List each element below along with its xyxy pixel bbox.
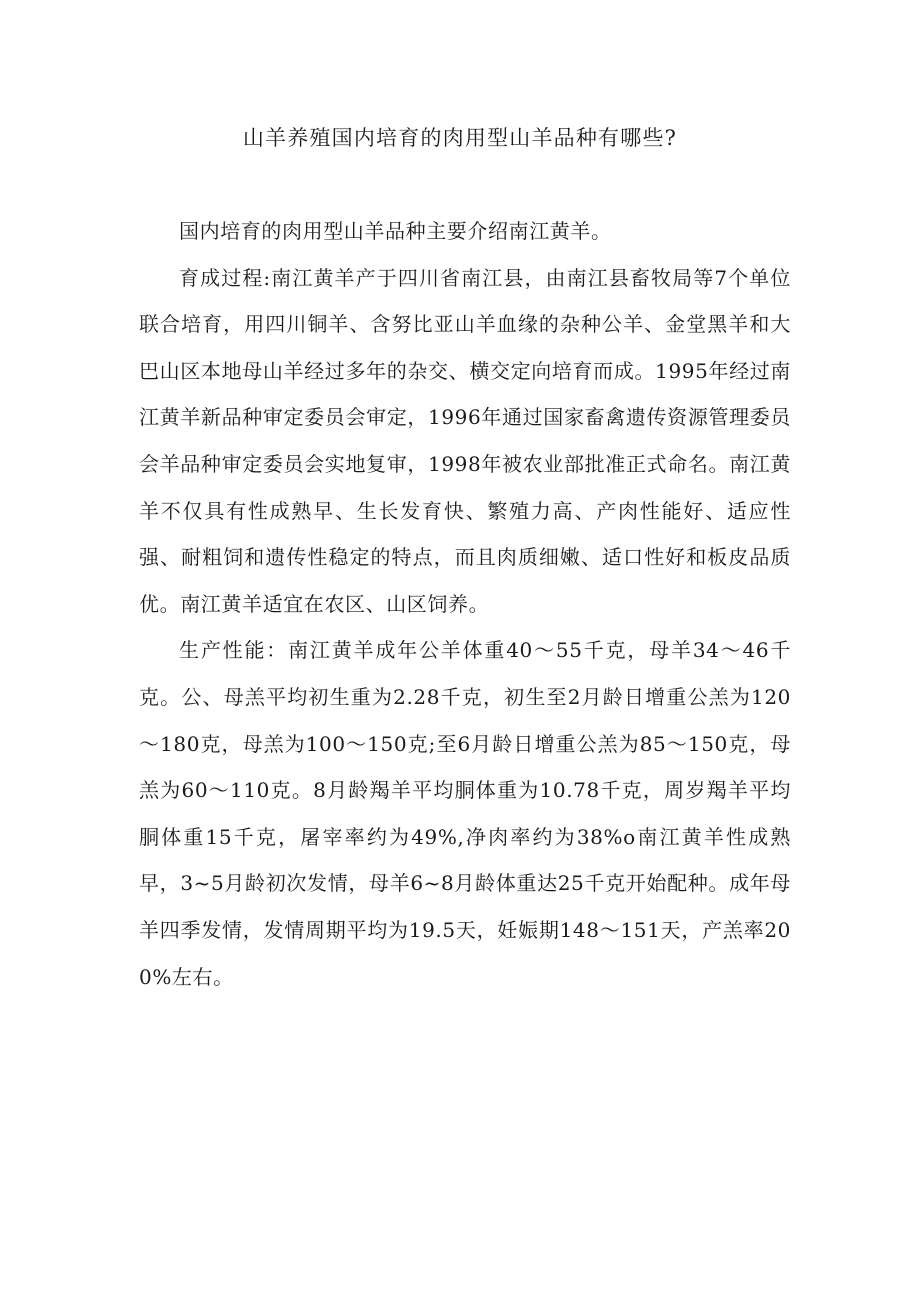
production-performance-paragraph: 生产性能：南江黄羊成年公羊体重40～55千克，母羊34～46千克。公、母羔平均初生重为2.28千克，初生至2月龄日增重公羔为120～180克，母羔为100～150克;至6月龄日增重公羔为85～150克，母羔为60～110克。8月龄羯羊平均胴体重为10.78千克，周岁羯羊平均胴体重15千克，屠宰率约为49%,净肉率约为38%o南江黄羊性成熟早，3~5月龄初次发情，母羊6~8月龄体重达25千克开始配种。成年母羊四季发情，发情周期平均为19.5天，妊娠期148～151天，产羔率200%左右。 bbox=[139, 638, 791, 989]
breeding-process-paragraph: 育成过程:南江黄羊产于四川省南江县，由南江县畜牧局等7个单位联合培育，用四川铜羊、含努比亚山羊血缘的杂种公羊、金堂黑羊和大巴山区本地母山羊经过多年的杂交、横交定向培育而成。1995年经过南江黄羊新品种审定委员会审定，1996年通过国家畜禽遗传资源管理委员会羊品种审定委员会实地复审，1998年被农业部批准正式命名。南江黄羊不仅具有性成熟早、生长发育快、繁殖力高、产肉性能好、适应性强、耐粗饲和遗传性稳定的特点，而且肉质细嫩、适口性好和板皮品质优。南江黄羊适宜在农区、山区饲养。 bbox=[139, 265, 791, 616]
intro-paragraph: 国内培育的肉用型山羊品种主要介绍南江黄羊。 bbox=[179, 219, 612, 243]
document-title: 山羊养殖国内培育的肉用型山羊品种有哪些? bbox=[242, 126, 678, 150]
document-body bbox=[139, 208, 791, 1000]
